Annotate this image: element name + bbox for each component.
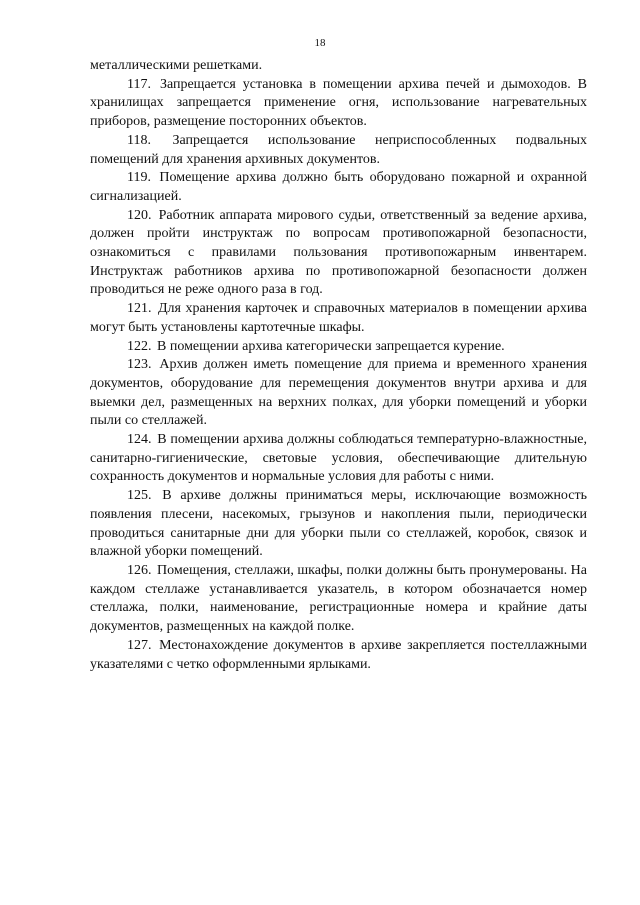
paragraph-125 (90, 487, 587, 562)
paragraph-text: Запрещается установка в помещении архива печей и дымоходов. В хранилищах запрещается применение огня, использование нагревательных приборов, размещение посторонних объектов. (90, 76, 587, 130)
paragraph-text: Для хранения карточек и справочных материалов в помещении архива могут быть установлены картотечные шкафы. (90, 301, 588, 335)
page-number: 18 (314, 37, 326, 49)
paragraph-121 (90, 300, 587, 337)
paragraph-126 (90, 562, 587, 637)
paragraph-text: металлическими решетками. (90, 58, 263, 73)
paragraph-122 (90, 338, 587, 357)
paragraph-number: 124. (127, 432, 152, 448)
document-body (90, 57, 587, 674)
paragraph-text: Работник аппарата мирового судьи, ответственный за ведение архива, должен пройти инструктаж по вопросам противопожарной безопасности, ознакомиться с правилами пользования противопожарным инвентарем. Инструктаж работников архива по противопожарной безопасности должен проводиться не реже одного раза в год. (90, 207, 588, 298)
paragraph-number: 118. (127, 132, 151, 148)
paragraph-118 (90, 132, 587, 169)
paragraph-text: Запрещается использование неприспособленных подвальных помещений для хранения архивных документов. (90, 132, 587, 167)
paragraph-number: 121. (127, 301, 152, 317)
paragraph-number: 125. (127, 488, 152, 504)
paragraph-number: 122. (127, 338, 152, 354)
paragraph-number: 120. (127, 207, 152, 223)
paragraph-number: 117. (127, 76, 151, 92)
paragraph-text: В архиве должны приниматься меры, исключающие возможность появления плесени, насекомых, грызунов и накопления пыли, периодически проводиться санитарные дни для уборки пыли со стеллажей, коробок, связок и влажной уборки помещений. (90, 488, 588, 560)
paragraph-number: 123. (127, 357, 152, 373)
paragraph-number: 119. (127, 170, 151, 186)
paragraph-text: Архив должен иметь помещение для приема и временного хранения документов, оборудование для перемещения документов внутри архива и для выемки дел, размещенных на верхних полках, для уборки помещений и уборки пыли со стеллажей. (90, 357, 588, 429)
paragraph-number: 126. (127, 562, 152, 578)
paragraph-text: Помещения, стеллажи, шкафы, полки должны быть пронумерованы. На каждом стеллаже устанавливается указатель, в котором обозначается номер стеллажа, полки, наименование, регистрационные номера и крайние даты документов, размещенных на каждой полке. (90, 562, 587, 635)
paragraph-text: В помещении архива должны соблюдаться температурно-влажностные, санитарно-гигиенические, световые условия, обеспечивающие длительную сохранность документов и нормальные условия для работы с ними. (90, 432, 587, 485)
paragraph-120 (90, 207, 587, 301)
paragraph-127 (90, 637, 587, 674)
paragraph-123 (90, 356, 587, 431)
paragraph-text: Помещение архива должно быть оборудовано пожарной и охранной сигнализацией. (90, 170, 588, 204)
paragraph-number: 127. (127, 637, 152, 653)
paragraph-124 (90, 431, 587, 487)
paragraph-117 (90, 76, 587, 132)
paragraph-text: В помещении архива категорически запрещается курение. (157, 338, 505, 354)
paragraph-text: Местонахождение документов в архиве закрепляется постеллажными указателями с четко оформленными ярлыками. (90, 637, 588, 672)
paragraph-continuation (90, 57, 587, 76)
paragraph-119 (90, 169, 587, 206)
